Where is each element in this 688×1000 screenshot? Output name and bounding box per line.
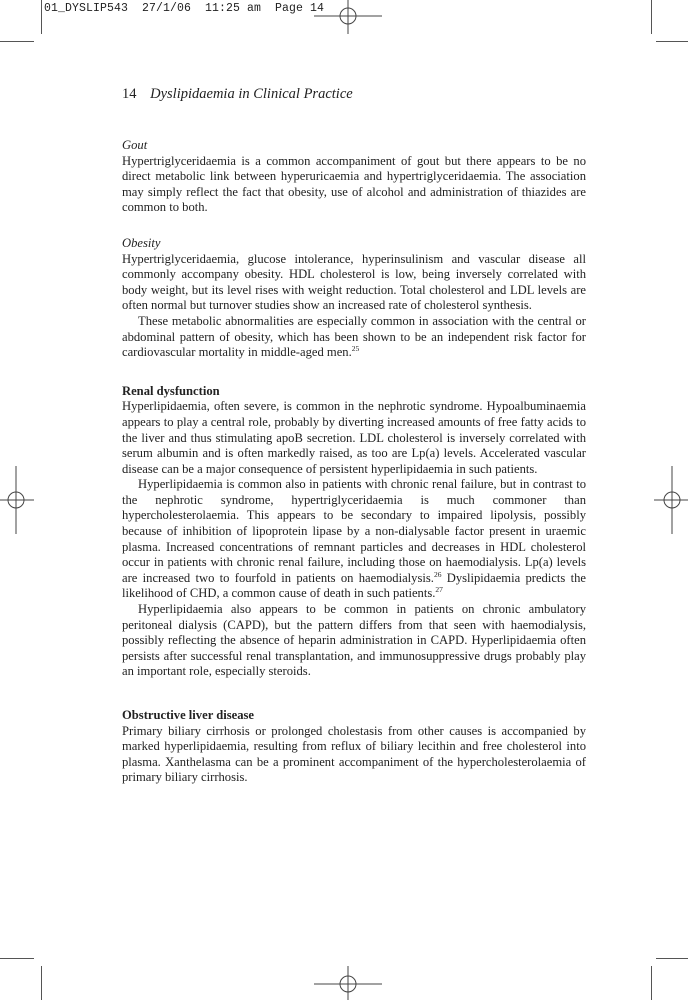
paragraph-text: These metabolic abnormalities are especially common in association with the central or abdominal pattern of obesity, which has been shown to be an independent risk factor for cardiovascular mortality in middle-aged men.	[122, 313, 586, 360]
page-body	[122, 138, 586, 786]
paragraph: Hypertriglyceridaemia, glucose intolerance, hyperinsulinism and vascular disease all commonly accompany obesity. HDL cholesterol is low, being inversely correlated with body weight, but its level rises with weight reduction. Total cholesterol and LDL levels are often normal but turnover studies show an increased rate of cholesterol synthesis.	[122, 251, 586, 313]
paragraph: Hypertriglyceridaemia is a common accompaniment of gout but there appears to be no direct metabolic link between hyperuricaemia and hypertriglyceridaemia. The association may simply reflect the fact that obesity, use of alcohol and administration of thiazides are common to both.	[122, 153, 586, 215]
registration-mark-top	[314, 0, 382, 34]
section-renal-dysfunction	[122, 384, 586, 680]
registration-mark-left	[0, 466, 34, 534]
crop-mark-top-right-horizontal	[656, 41, 688, 42]
section-heading-gout: Gout	[122, 138, 148, 152]
section-obstructive-liver-disease	[122, 708, 586, 786]
paragraph: Hyperlipidaemia, often severe, is common in the nephrotic syndrome. Hypoalbuminaemia appears to play a central role, probably by diverting increased amounts of free fatty acids to the liver and thus stimulating apoB secretion. LDL cholesterol is inversely correlated with serum albumin and is often markedly raised, as too are Lp(a) levels. Accelerated vascular disease can be a major consequence of persistent hyperlipidaemia in such patients.	[122, 399, 586, 476]
citation-ref: 25	[351, 344, 360, 354]
section-heading-renal: Renal dysfunction	[122, 383, 220, 398]
crop-mark-bottom-left-horizontal	[0, 958, 34, 959]
paragraph-text: Hyperlipidaemia is common also in patients with chronic renal failure, but in contrast to the nephrotic syndrome, hypertriglyceridaemia is much commoner than hypercholesterolaemia. This appears to be secondary to impaired lipolysis, possibly because of inhibition of lipoprotein lipase by a non-dialysable factor present in uraemic plasma. Increased concentrations of remnant particles and decreases in HDL cholesterol occur in patients with chronic renal failure, including those on haemodialysis. Lp(a) levels are increased two to fourfold in patients on haemodialysis.	[122, 477, 586, 585]
crop-mark-top-right-vertical	[651, 0, 652, 34]
crop-mark-top-left-horizontal	[0, 41, 34, 42]
printer-slug: 01_DYSLIP543 27/1/06 11:25 am Page 14	[44, 2, 325, 15]
section-gout	[122, 138, 586, 216]
section-obesity	[122, 236, 586, 361]
citation-ref: 26	[433, 569, 442, 579]
paragraph: Hyperlipidaemia also appears to be common in patients on chronic ambulatory peritoneal dialysis (CAPD), but the pattern differs from that seen with haemodialysis, possibly reflecting the absence of heparin administration in CAPD. Hyperlipidaemia often persists after successful renal transplantation, and immunosuppressive drugs probably play an important role, especially steroids.	[122, 602, 586, 679]
registration-mark-right	[654, 466, 688, 534]
crop-mark-bottom-right-vertical	[651, 966, 652, 1000]
crop-mark-top-left-vertical	[41, 0, 42, 34]
running-head	[122, 86, 353, 103]
paragraph	[122, 314, 586, 361]
section-heading-liver: Obstructive liver disease	[122, 708, 254, 722]
page-number: 14	[122, 86, 137, 102]
registration-mark-bottom	[314, 966, 382, 1000]
citation-ref: 27	[435, 585, 443, 595]
paragraph-text: Dyslipidaemia predicts the likelihood of CHD, a common cause of death in such patients.	[122, 570, 586, 601]
paragraph: Primary biliary cirrhosis or prolonged cholestasis from other causes is accompanied by marked hyperlipidaemia, resulting from reflux of biliary lecithin and free cholesterol into plasma. Xanthelasma can be a prominent accompaniment of the hypercholesterolaemia of primary biliary cirrhosis.	[122, 723, 586, 785]
book-title: Dyslipidaemia in Clinical Practice	[150, 86, 353, 102]
crop-mark-bottom-left-vertical	[41, 966, 42, 1000]
section-heading-obesity: Obesity	[122, 235, 161, 250]
paragraph	[122, 477, 586, 602]
crop-mark-bottom-right-horizontal	[656, 958, 688, 959]
